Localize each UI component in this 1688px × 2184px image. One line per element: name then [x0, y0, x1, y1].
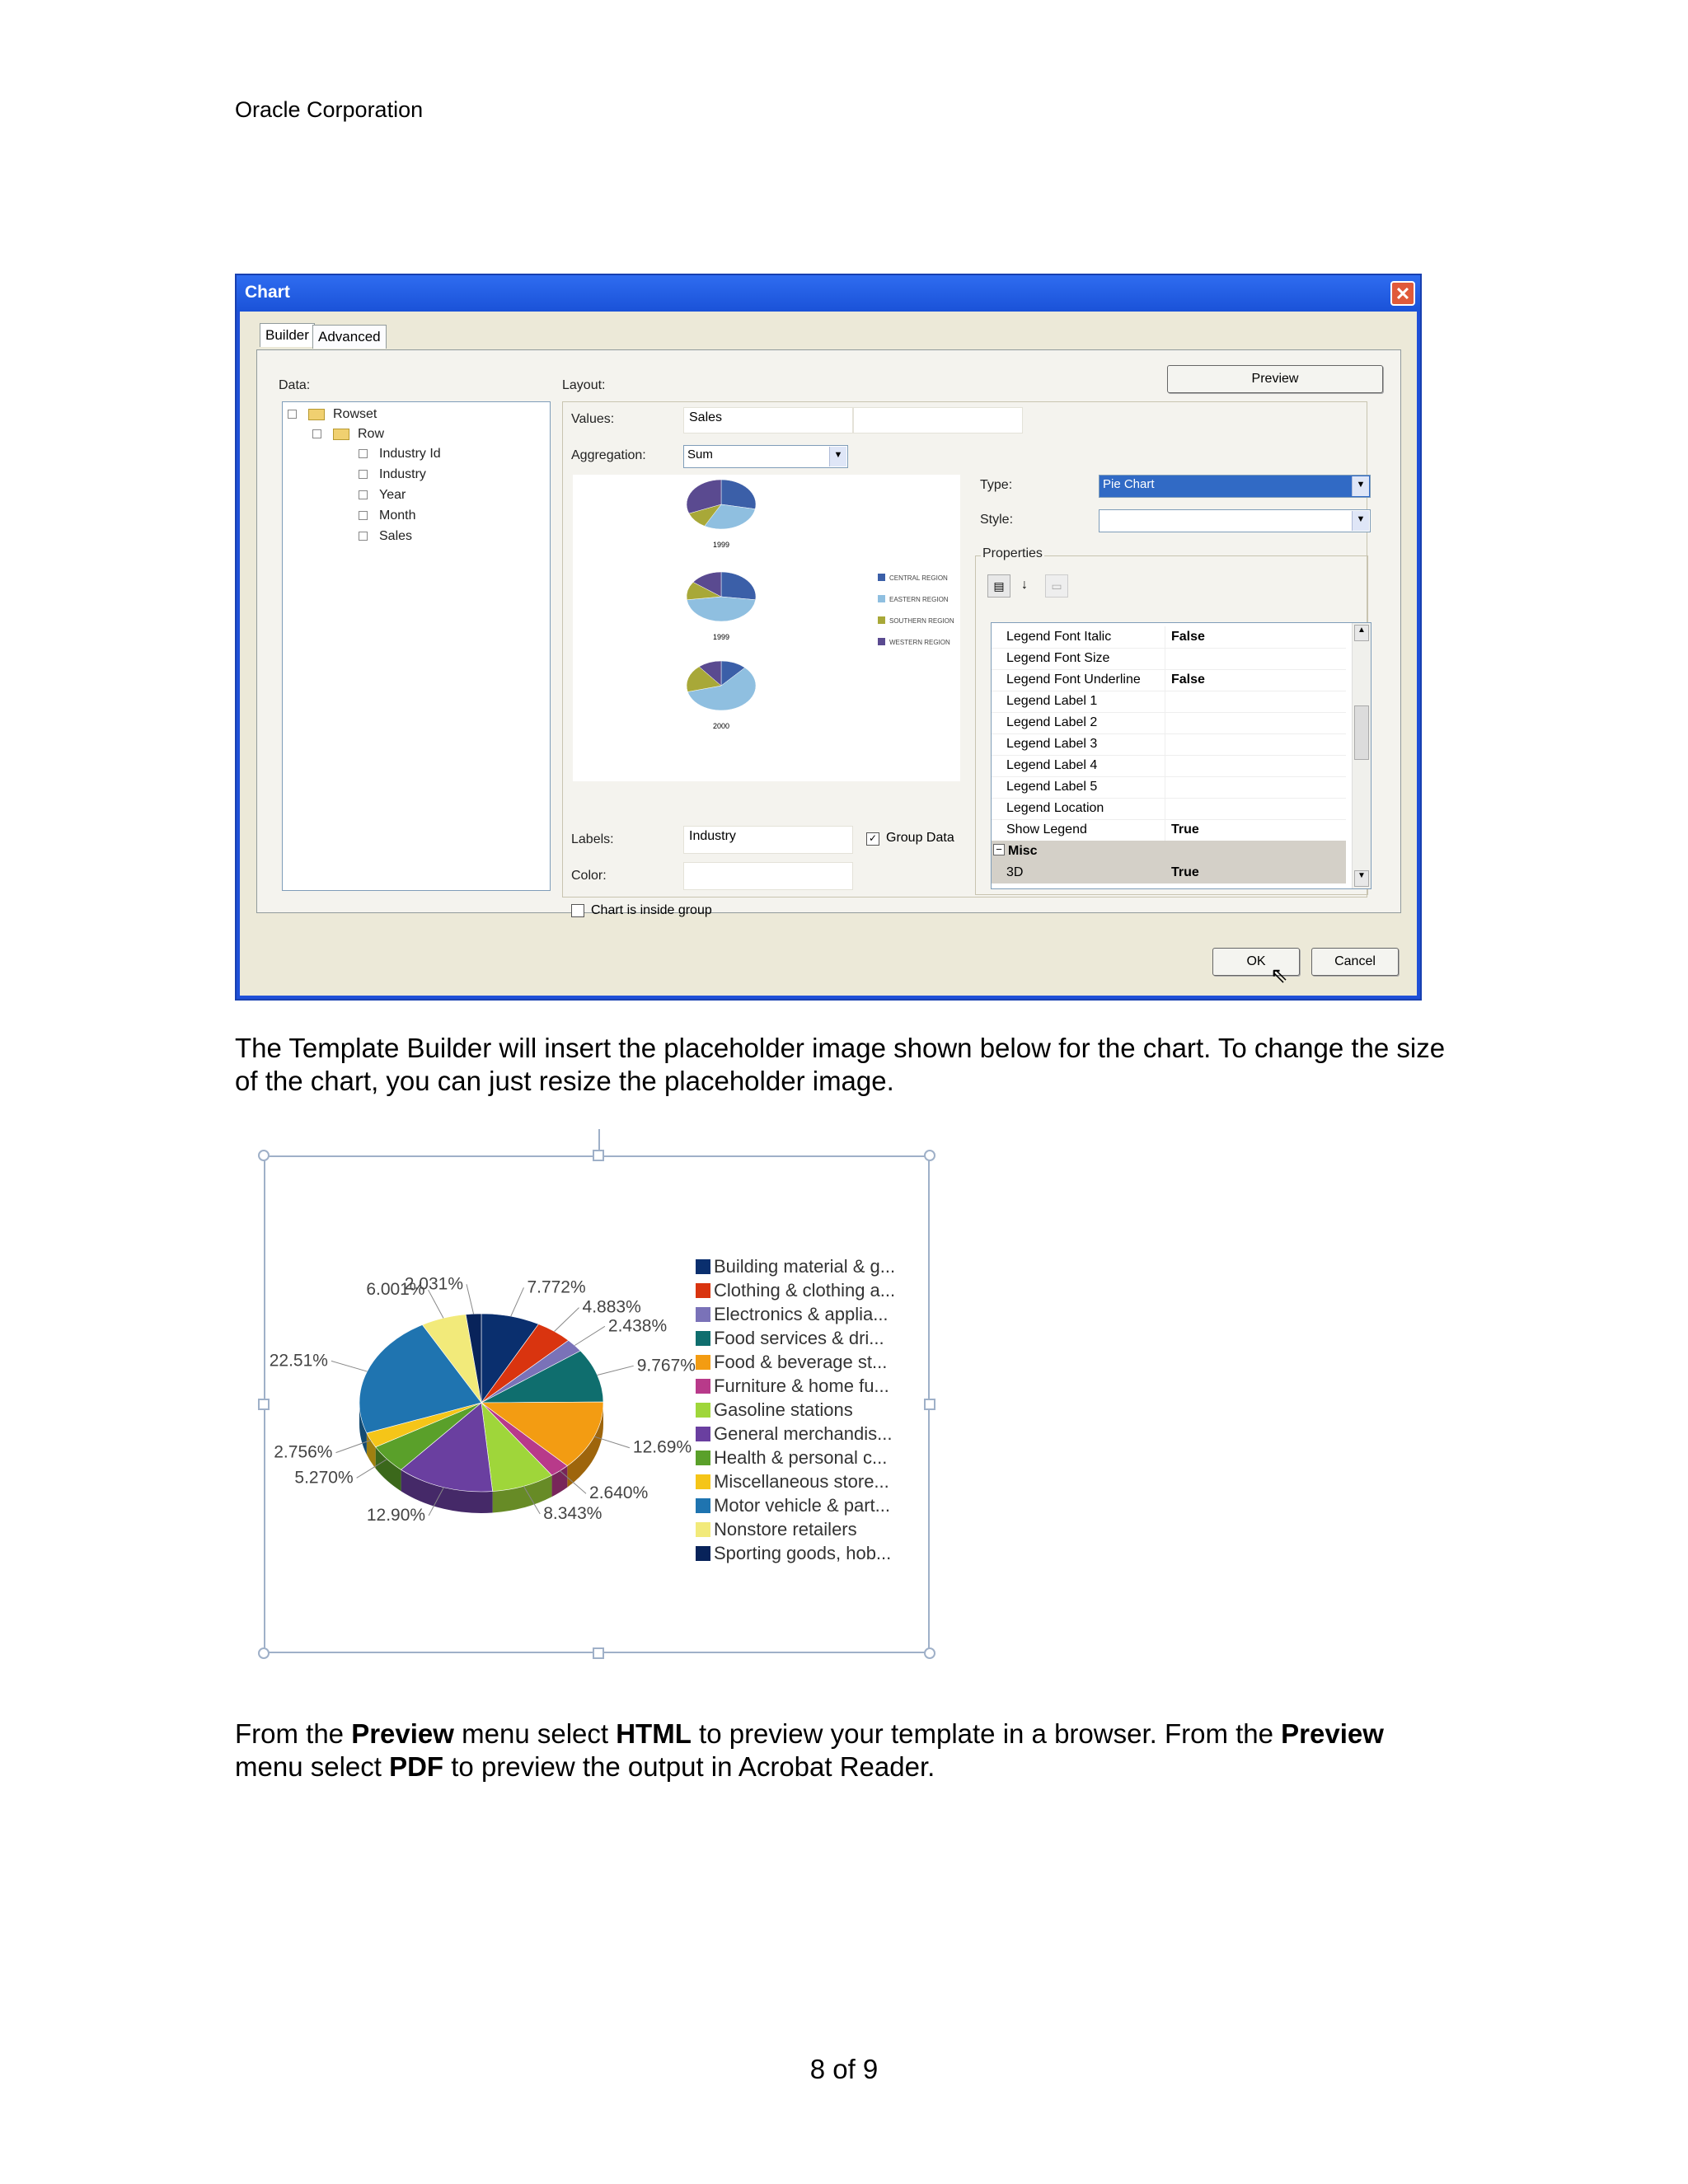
properties-group: [975, 546, 1368, 895]
values-field[interactable]: Sales: [683, 407, 853, 434]
property-name: Legend Font Underline: [1006, 673, 1141, 687]
bold-term: PDF: [389, 1751, 444, 1782]
legend-swatch: [696, 1546, 710, 1561]
aggregation-value: Sum: [687, 448, 713, 462]
legend-swatch: [696, 1498, 710, 1513]
legend-swatch: [696, 1307, 710, 1322]
legend-label: Electronics & applia...: [714, 1304, 889, 1324]
text-run: menu select: [235, 1751, 390, 1782]
preview-year-label: 1999: [712, 633, 730, 641]
legend-label: Food services & dri...: [714, 1328, 884, 1348]
data-label: 7.772%: [527, 1277, 586, 1297]
data-tree: [282, 401, 551, 891]
property-row[interactable]: [992, 755, 1346, 777]
resize-handle[interactable]: [924, 1647, 935, 1659]
property-pages-icon[interactable]: ▭: [1045, 574, 1068, 598]
tree-item[interactable]: [359, 488, 406, 503]
data-label: 9.767%: [636, 1356, 696, 1376]
data-label: 12.69%: [632, 1437, 692, 1457]
paragraph-preview-instructions: [235, 1718, 1447, 1783]
property-name: 3D: [1006, 865, 1024, 879]
property-name: Legend Font Italic: [1006, 630, 1112, 644]
dialog-body: [240, 312, 1417, 996]
values-label: Values:: [571, 412, 615, 426]
builder-panel: [256, 349, 1401, 917]
layout-section: [562, 401, 1367, 917]
style-label: Style:: [980, 513, 1014, 527]
property-grid: [991, 622, 1372, 889]
property-name: Legend Label 2: [1006, 715, 1098, 729]
dialog-title: Chart: [245, 283, 290, 302]
checkbox-icon[interactable]: [571, 904, 584, 917]
group-data-label: Group Data: [886, 831, 954, 845]
sort-az-icon[interactable]: ↓: [1021, 578, 1028, 592]
tab-advanced[interactable]: Advanced: [312, 325, 387, 349]
legend-label: General merchandis...: [714, 1423, 893, 1444]
inside-group-checkbox[interactable]: [571, 903, 712, 918]
legend-swatch: [696, 1379, 710, 1394]
legend-label: Food & beverage st...: [714, 1352, 888, 1372]
scroll-thumb[interactable]: [1354, 705, 1369, 760]
data-label: 4.883%: [582, 1297, 641, 1317]
property-value: True: [1171, 823, 1199, 837]
folder-icon: [333, 429, 349, 440]
tree-item[interactable]: [359, 467, 426, 482]
leader-line: [555, 1308, 579, 1332]
preview-button[interactable]: Preview: [1167, 365, 1383, 393]
field-icon: [359, 532, 368, 541]
leader-line: [429, 1290, 443, 1318]
color-label: Color:: [571, 869, 607, 883]
resize-handle[interactable]: [258, 1647, 270, 1659]
property-name: Legend Label 1: [1006, 694, 1098, 708]
collapse-icon[interactable]: [288, 410, 297, 419]
type-select[interactable]: [1099, 475, 1371, 498]
data-label: 2.438%: [607, 1316, 668, 1336]
preview-legend-swatch: [878, 595, 885, 602]
mouse-cursor-icon: ⇖: [1270, 963, 1288, 987]
property-name: Legend Label 4: [1006, 758, 1098, 772]
data-label: 8.343%: [543, 1504, 603, 1524]
chevron-down-icon[interactable]: ▼: [1352, 511, 1369, 531]
tree-item-label: Rowset: [333, 407, 377, 421]
aggregation-select[interactable]: [683, 445, 848, 468]
legend-swatch: [696, 1451, 710, 1465]
values-field-extra[interactable]: [853, 407, 1023, 434]
property-row[interactable]: [992, 712, 1346, 734]
dialog-titlebar: [237, 275, 1420, 312]
categorized-icon[interactable]: ▤: [987, 574, 1010, 598]
data-label: 5.270%: [294, 1468, 354, 1488]
tree-item-label: Row: [358, 427, 385, 441]
data-label: 2.756%: [274, 1442, 333, 1462]
data-label: 22.51%: [269, 1351, 328, 1371]
misc-category[interactable]: [992, 841, 1346, 862]
preview-pie-slice: [687, 597, 755, 621]
legend-swatch: [696, 1283, 710, 1298]
paragraph-placeholder: The Template Builder will insert the placeholder image shown below for the chart. To change the size of the chart, you can just resize the placeholder image.: [235, 1033, 1446, 1096]
chevron-down-icon[interactable]: ▼: [829, 447, 846, 466]
ok-button[interactable]: OK: [1212, 948, 1300, 976]
resize-handle[interactable]: [924, 1399, 935, 1410]
resize-handle[interactable]: [593, 1647, 604, 1659]
legend-label: Nonstore retailers: [714, 1519, 857, 1540]
preview-legend-label: WESTERN REGION: [889, 639, 950, 646]
preview-legend-label: EASTERN REGION: [889, 596, 949, 603]
resize-handle[interactable]: [593, 1150, 604, 1161]
inside-group-label: Chart is inside group: [591, 903, 712, 917]
style-select[interactable]: [1099, 509, 1371, 532]
type-value: Pie Chart: [1103, 477, 1155, 491]
leader-line: [511, 1287, 524, 1316]
legend-swatch: [696, 1522, 710, 1537]
field-icon: [359, 449, 368, 458]
bold-term: HTML: [616, 1718, 692, 1749]
resize-handle[interactable]: [258, 1399, 270, 1410]
leader-line: [467, 1284, 474, 1314]
tree-item[interactable]: [359, 509, 415, 523]
folder-icon: [308, 409, 325, 420]
group-data-checkbox[interactable]: [866, 831, 954, 846]
field-icon: [359, 490, 368, 499]
property-row[interactable]: [992, 733, 1346, 756]
legend-label: Health & personal c...: [714, 1447, 888, 1468]
legend-swatch: [696, 1403, 710, 1418]
preview-legend-label: SOUTHERN REGION: [889, 617, 954, 625]
misc-label: Misc: [1008, 844, 1038, 858]
color-field[interactable]: [683, 862, 853, 890]
property-row-3d[interactable]: [992, 862, 1346, 883]
text-run: From the: [235, 1718, 352, 1749]
text-run: to preview the output in Acrobat Reader.: [443, 1751, 935, 1782]
leader-line: [598, 1366, 634, 1375]
property-value: False: [1171, 673, 1205, 687]
data-label: 2.031%: [404, 1274, 464, 1294]
scroll-down-icon[interactable]: ▼: [1354, 870, 1369, 887]
collapse-icon[interactable]: [312, 429, 321, 438]
legend-swatch: [696, 1259, 710, 1274]
chevron-down-icon[interactable]: ▼: [1352, 476, 1369, 496]
legend-swatch: [696, 1474, 710, 1489]
property-value: True: [1171, 865, 1199, 879]
scroll-up-icon[interactable]: ▲: [1354, 625, 1369, 641]
tree-item[interactable]: [359, 529, 412, 544]
data-label: 6.001%: [366, 1280, 425, 1300]
chart-placeholder-image[interactable]: [264, 1155, 930, 1653]
property-row[interactable]: [992, 776, 1346, 799]
property-name: Legend Label 5: [1006, 780, 1098, 794]
legend-label: Building material & g...: [714, 1256, 896, 1277]
property-row[interactable]: [992, 798, 1346, 820]
text-run: menu select: [453, 1718, 617, 1749]
preview-year-label: 1999: [712, 541, 730, 549]
tree-item-label: Year: [379, 488, 406, 502]
tree-item-label: Industry Id: [379, 447, 441, 461]
tree-item[interactable]: [359, 447, 441, 462]
legend-label: Miscellaneous store...: [714, 1471, 889, 1492]
legend-swatch: [696, 1427, 710, 1441]
property-row[interactable]: [992, 819, 1346, 841]
collapse-icon[interactable]: −: [993, 844, 1005, 855]
data-label: 12.90%: [366, 1506, 426, 1526]
legend-label: Furniture & home fu...: [714, 1376, 889, 1396]
property-row[interactable]: [992, 626, 1346, 649]
field-icon: [359, 470, 368, 479]
data-label: 2.640%: [589, 1483, 649, 1503]
property-name: Legend Label 3: [1006, 737, 1098, 751]
legend-label: Motor vehicle & part...: [714, 1495, 890, 1516]
text-run: to preview your template in a browser. From the: [691, 1718, 1282, 1749]
bold-term: Preview: [351, 1718, 454, 1749]
preview-pie-slice: [721, 572, 756, 600]
bold-term: Preview: [1281, 1718, 1384, 1749]
property-name: Legend Location: [1006, 801, 1104, 815]
tab-builder[interactable]: Builder: [260, 323, 315, 347]
cancel-button[interactable]: Cancel: [1311, 948, 1399, 976]
type-label: Type:: [980, 478, 1013, 492]
chart-dialog: [235, 274, 1422, 1001]
leader-line: [331, 1361, 367, 1371]
property-name: Legend Font Size: [1006, 651, 1110, 665]
legend-label: Clothing & clothing a...: [714, 1280, 896, 1301]
legend-label: Sporting goods, hob...: [714, 1543, 892, 1563]
data-label: Data:: [279, 378, 311, 392]
tree-item[interactable]: [288, 407, 377, 422]
preview-legend-swatch: [878, 638, 885, 645]
close-icon[interactable]: ✕: [1390, 281, 1415, 306]
field-icon: [359, 511, 368, 520]
tree-item-label: Industry: [379, 467, 426, 481]
resize-handle[interactable]: [258, 1150, 270, 1161]
tree-item[interactable]: [312, 427, 384, 442]
legend-label: Gasoline stations: [714, 1399, 853, 1420]
preview-pies: [573, 475, 960, 781]
leader-line: [574, 1326, 605, 1345]
tree-item-label: Month: [379, 509, 416, 523]
legend-swatch: [696, 1331, 710, 1346]
preview-legend-label: CENTRAL REGION: [889, 574, 948, 582]
page-number: 8 of 9: [809, 2054, 879, 2084]
header-company: Oracle Corporation: [235, 97, 424, 122]
properties-label: Properties: [982, 546, 1043, 560]
aggregation-label: Aggregation:: [571, 448, 646, 462]
labels-field[interactable]: Industry: [683, 826, 853, 854]
resize-handle[interactable]: [924, 1150, 935, 1161]
layout-label: Layout:: [562, 378, 606, 392]
preview-year-label: 2000: [712, 722, 730, 730]
property-value: False: [1171, 630, 1205, 644]
property-row[interactable]: [992, 691, 1346, 713]
chart-preview: [573, 475, 960, 781]
preview-pie-slice: [721, 480, 756, 509]
preview-legend-swatch: [878, 616, 885, 624]
labels-label: Labels:: [571, 832, 614, 846]
property-scrollbar[interactable]: [1352, 623, 1371, 888]
property-row[interactable]: [992, 648, 1346, 670]
property-row[interactable]: [992, 669, 1346, 691]
checkbox-checked-icon[interactable]: ✓: [866, 832, 879, 846]
tree-item-label: Sales: [379, 529, 413, 543]
property-name: Show Legend: [1006, 823, 1087, 837]
preview-legend-swatch: [878, 574, 885, 581]
legend-swatch: [696, 1355, 710, 1370]
